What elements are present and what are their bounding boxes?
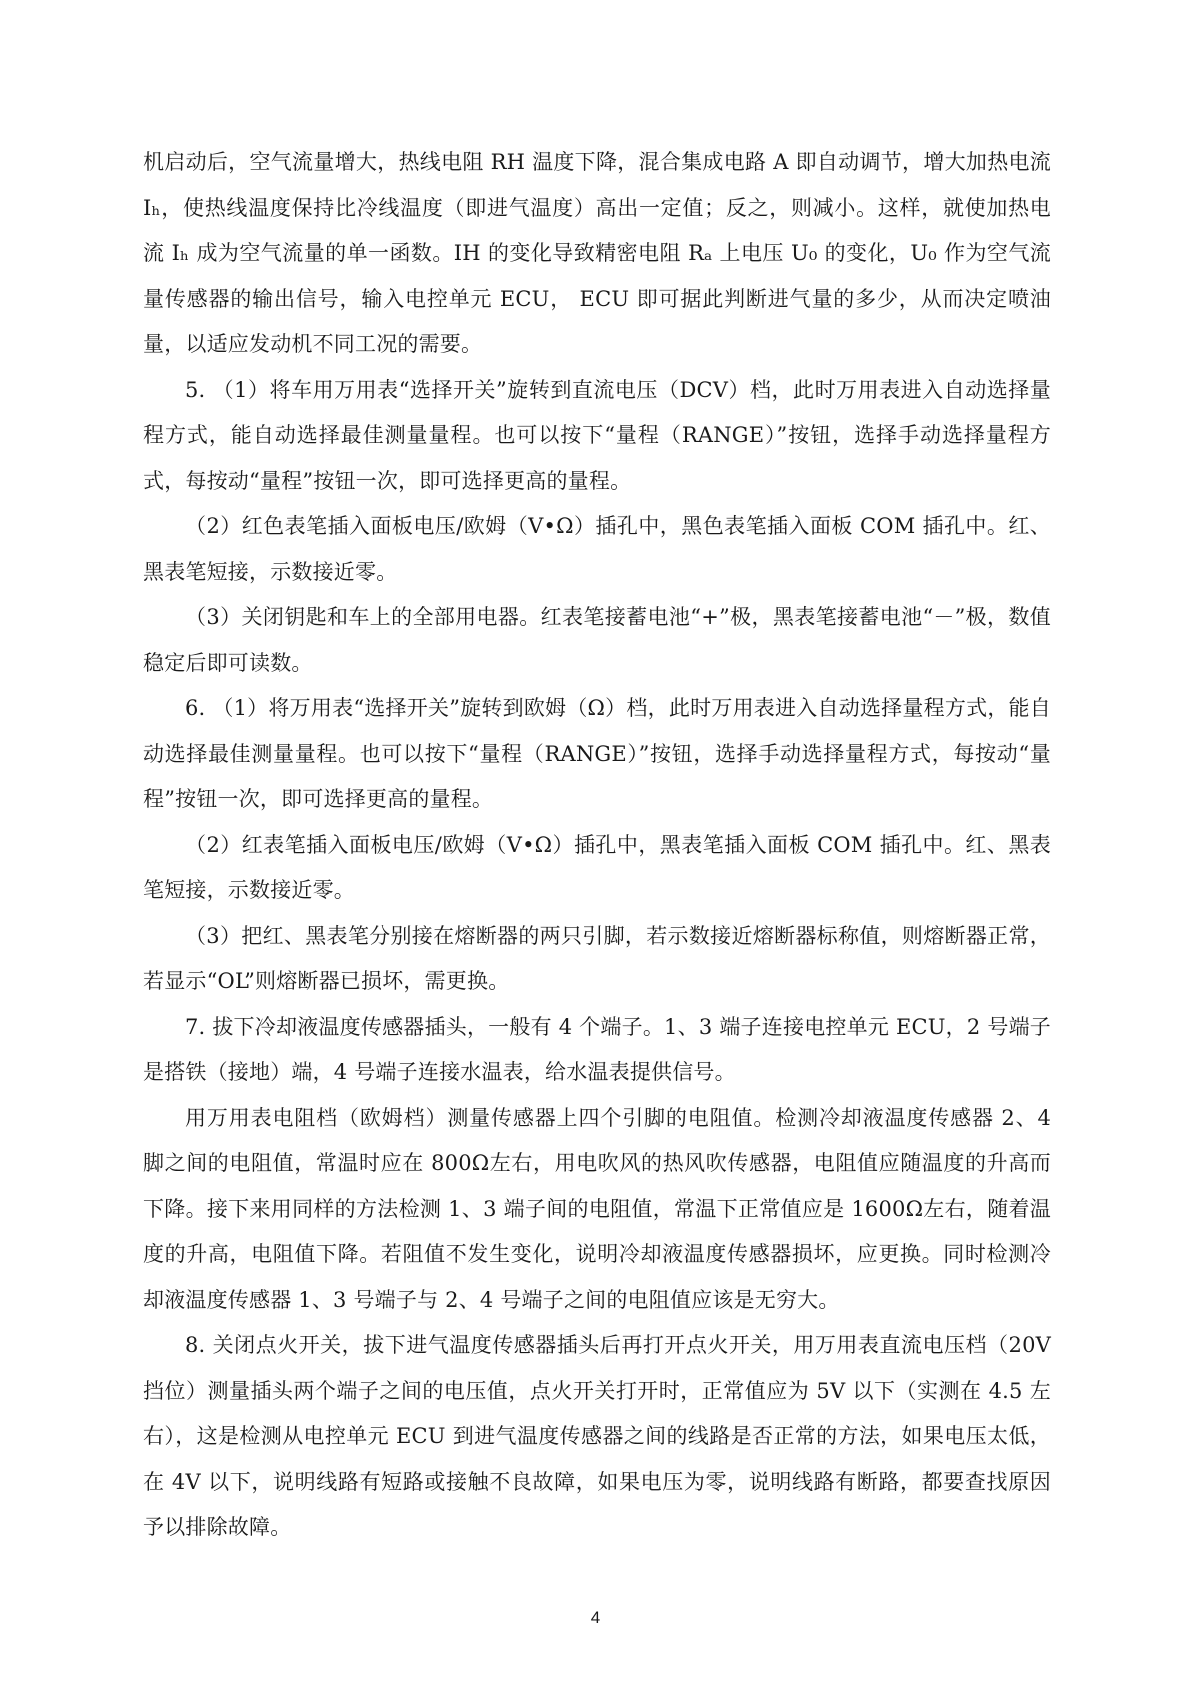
- page-body: [143, 140, 1051, 1551]
- paragraph-item-6-3: （3）把红、黑表笔分别接在熔断器的两只引脚，若示数接近熔断器标称值，则熔断器正常，若显示“OL”则熔断器已损坏，需更换。: [143, 923, 1051, 993]
- paragraph-item-6-2: （2）红表笔插入面板电压/欧姆（V•Ω）插孔中，黑表笔插入面板 COM 插孔中。红、黑表笔短接，示数接近零。: [143, 832, 1051, 902]
- paragraph-item-5-3: （3）关闭钥匙和车上的全部用电器。红表笔接蓄电池“+”极，黑表笔接蓄电池“－”极，数值稳定后即可读数。: [143, 605, 1051, 675]
- paragraph-item-5-1: 5. （1）将车用万用表“选择开关”旋转到直流电压（DCV）档，此时万用表进入自动选择量程方式，能自动选择最佳测量量程。也可以按下“量程（RANGE）”按钮，选择手动选择量程方式，每按动“量程”按钮一次，即可选择更高的量程。: [143, 377, 1051, 493]
- paragraph-item-8: 8. 关闭点火开关，拔下进气温度传感器插头后再打开点火开关，用万用表直流电压档（20V 挡位）测量插头两个端子之间的电压值，点火开关打开时，正常值应为 5V 以下（实测在 4.5 左右），这是检测从电控单元 ECU 到进气温度传感器之间的线路是否正常的方法，如果电压太低，在 4V 以下，说明线路有短路或接触不良故障，如果电压为零，说明线路有断路，都要查找原因予以排除故障。: [143, 1333, 1051, 1539]
- paragraph-item-7-detail: 用万用表电阻档（欧姆档）测量传感器上四个引脚的电阻值。检测冷却液温度传感器 2、4 脚之间的电阻值，常温时应在 800Ω左右，用电吹风的热风吹传感器，电阻值应随温度的升高而下降。接下来用同样的方法检测 1、3 端子间的电阻值，常温下正常值应是 1600Ω左右，随着温度的升高，电阻值下降。若阻值不发生变化，说明冷却液温度传感器损坏，应更换。同时检测冷却液温度传感器 1、3 号端子与 2、4 号端子之间的电阻值应该是无穷大。: [143, 1105, 1051, 1312]
- paragraph-item-6-1: 6. （1）将万用表“选择开关”旋转到欧姆（Ω）档，此时万用表进入自动选择量程方式，能自动选择最佳测量量程。也可以按下“量程（RANGE）”按钮，选择手动选择量程方式，每按动“量程”按钮一次，即可选择更高的量程。: [143, 696, 1051, 811]
- page-number: 4: [590, 1608, 601, 1627]
- paragraph-item-7: 7. 拔下冷却液温度传感器插头，一般有 4 个端子。1、3 端子连接电控单元 ECU，2 号端子是搭铁（接地）端，4 号端子连接水温表，给水温表提供信号。: [143, 1014, 1051, 1084]
- paragraph-item-5-2: （2）红色表笔插入面板电压/欧姆（V•Ω）插孔中，黑色表笔插入面板 COM 插孔中。红、黑表笔短接，示数接近零。: [143, 514, 1051, 584]
- paragraph-continued: 机启动后，空气流量增大，热线电阻 RH 温度下降，混合集成电路 A 即自动调节，增大加热电流 Iₕ，使热线温度保持比冷线温度（即进气温度）高出一定值；反之，则减小。这样，就使加热电流 Iₕ 成为空气流量的单一函数。IH 的变化导致精密电阻 Rₐ 上电压 U₀ 的变化，U₀ 作为空气流量传感器的输出信号，输入电控单元 ECU， ECU 即可据此判断进气量的多少，从而决定喷油量，以适应发动机不同工况的需要。: [143, 150, 1051, 356]
